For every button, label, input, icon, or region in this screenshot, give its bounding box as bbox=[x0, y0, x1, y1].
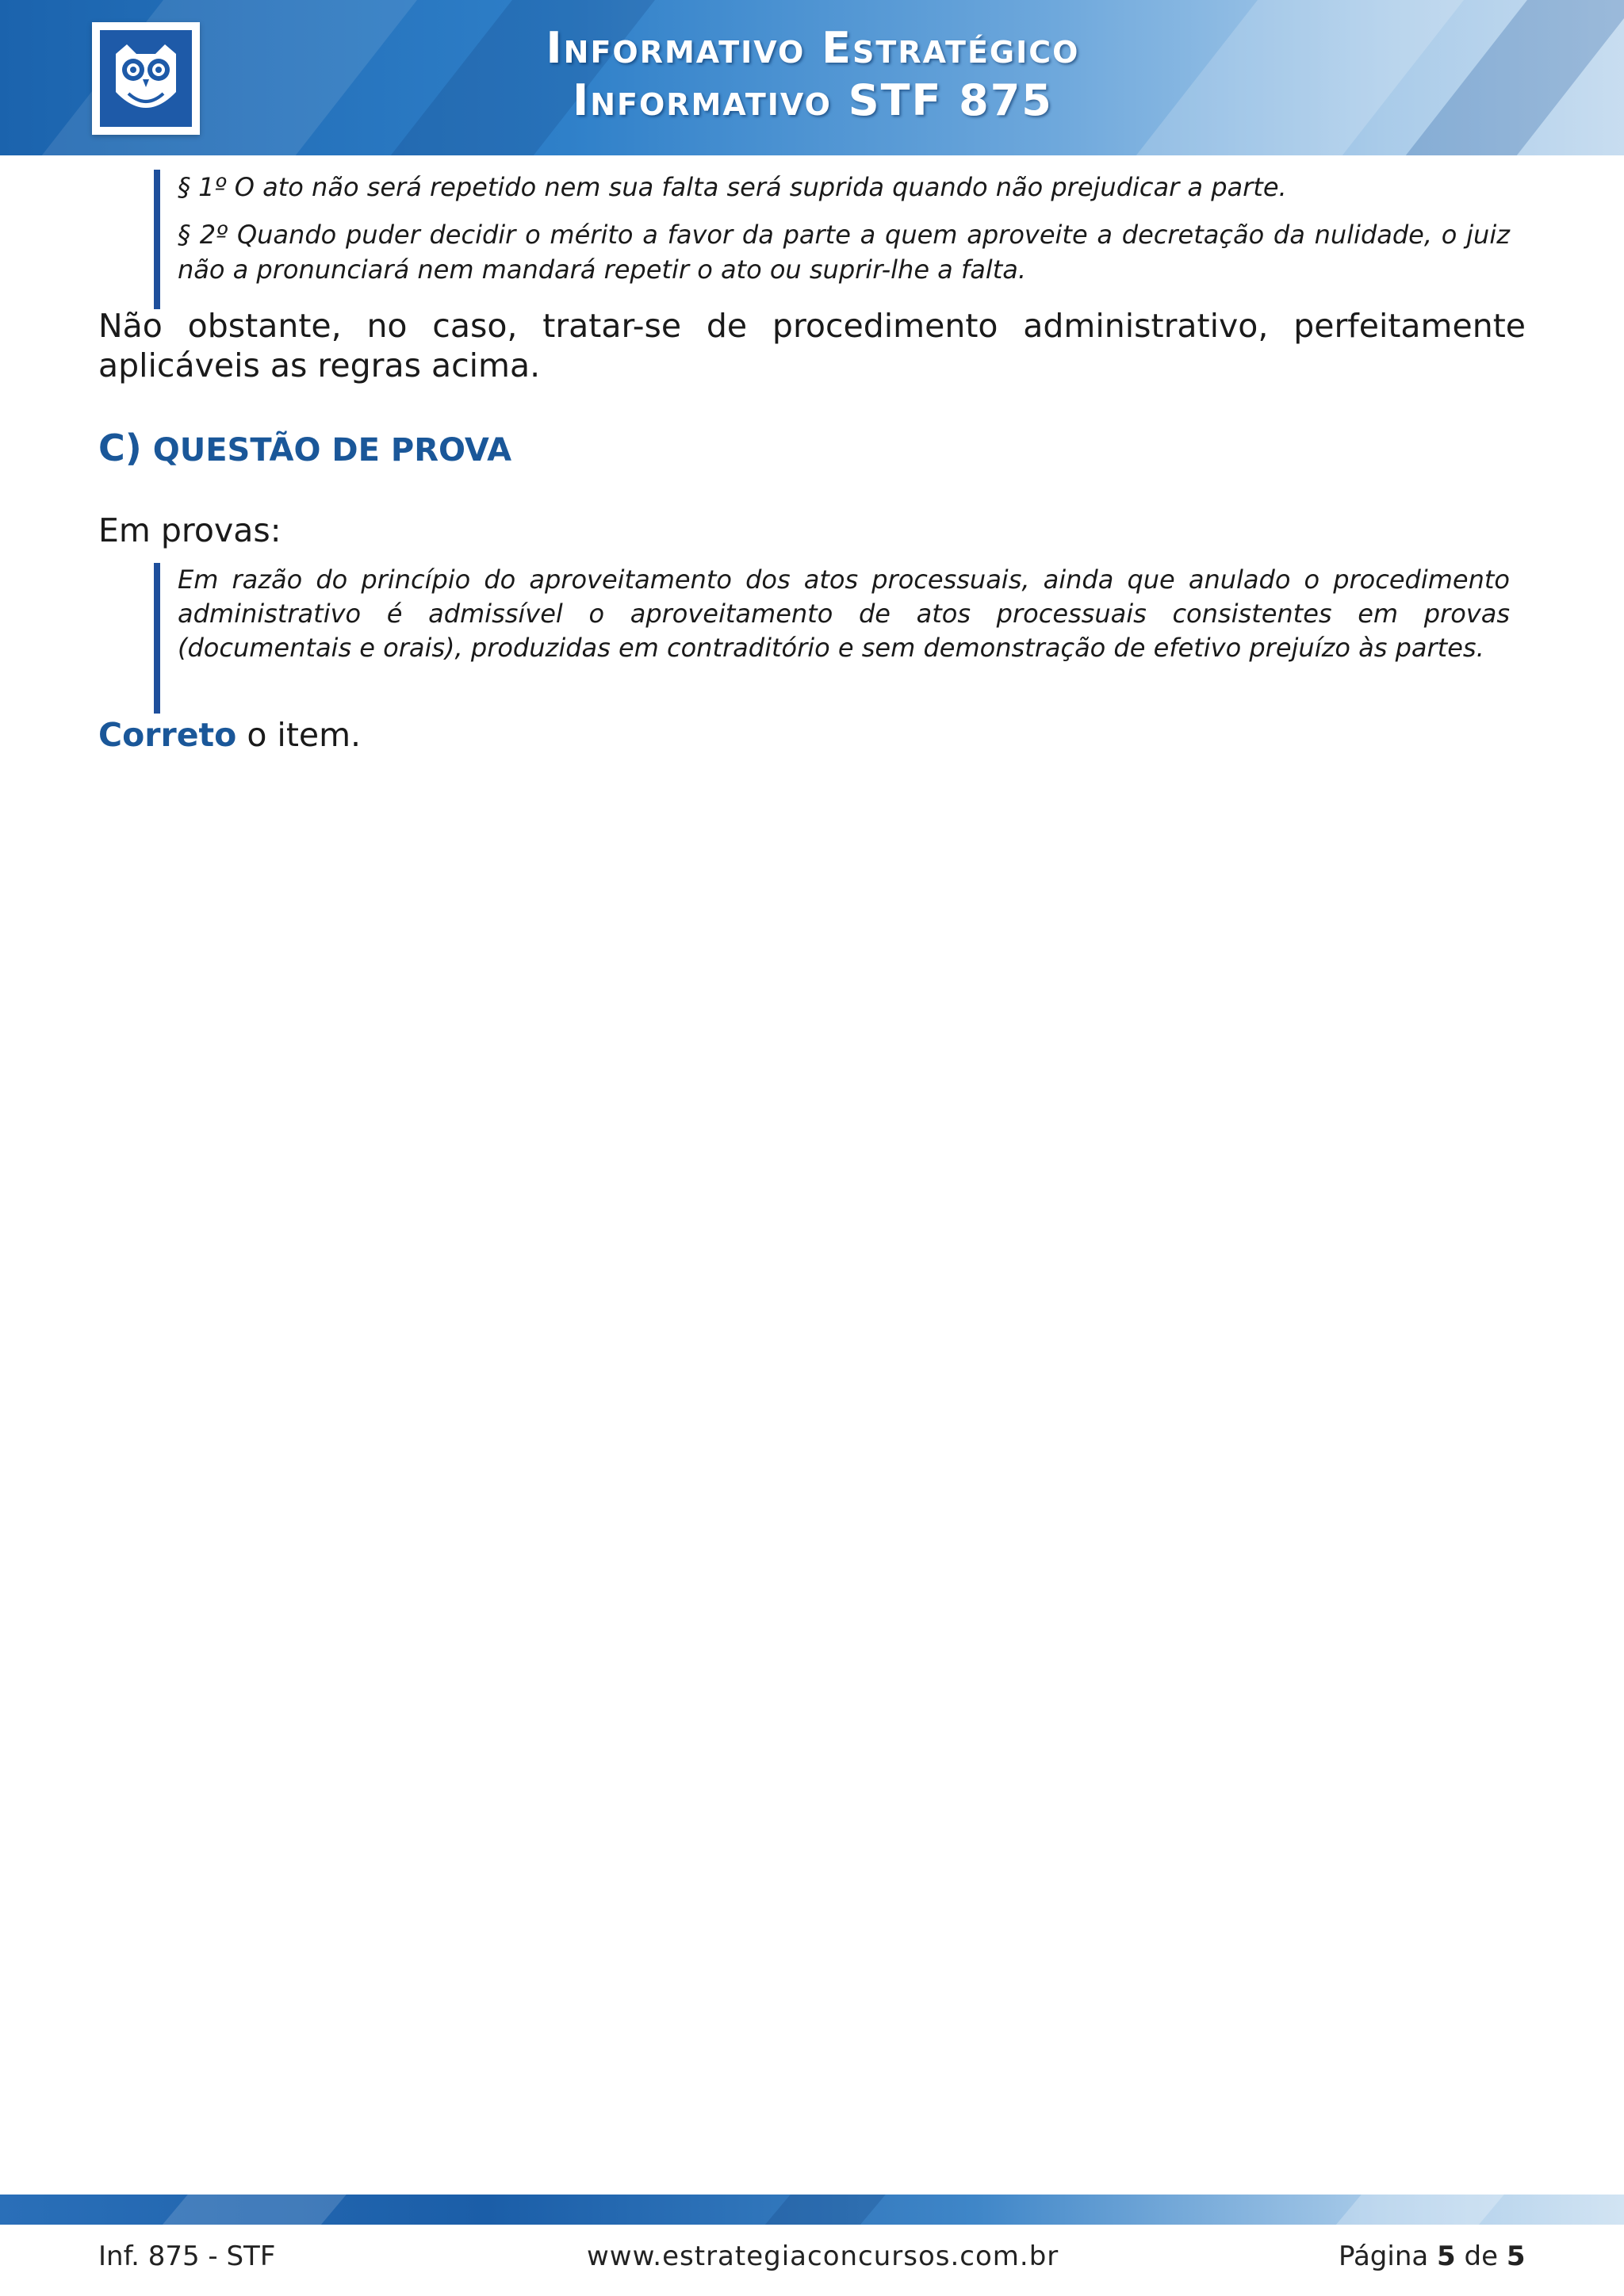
section-title-text: QUESTÃO DE PROVA bbox=[152, 432, 512, 469]
quote-block-exam bbox=[154, 563, 1510, 714]
section-heading bbox=[98, 427, 511, 469]
header-decoration bbox=[2, 0, 442, 155]
answer-highlight: Correto bbox=[98, 716, 237, 754]
footer-website-link[interactable]: www.estrategiaconcursos.com.br bbox=[587, 2241, 1059, 2272]
page-header bbox=[0, 0, 1624, 155]
answer-rest: o item. bbox=[236, 716, 362, 754]
title-line-1: Informativo Estratégico bbox=[546, 23, 1080, 73]
quote-paragraph: Em razão do princípio do aproveitamento dos atos processuais, ainda que anulado o procedimento administrativo é admissível o aproveitamento de atos processuais consistentes em provas (documentais e orais), produzidas em contraditório e sem demonstração de efetivo prejuízo às partes. bbox=[178, 564, 1510, 663]
section-letter: C) bbox=[98, 427, 142, 469]
title-line-2: Informativo STF 875 bbox=[573, 75, 1053, 125]
footer-page-number: Página 5 de 5 bbox=[1339, 2241, 1526, 2272]
logo bbox=[92, 22, 200, 135]
em-provas-label: Em provas: bbox=[98, 511, 282, 549]
quote-paragraph: § 1º O ato não será repetido nem sua falta será suprida quando não prejudicar a parte. bbox=[178, 172, 1287, 202]
footer-bar bbox=[0, 2195, 1624, 2225]
footer-doc-id: Inf. 875 - STF bbox=[98, 2241, 276, 2272]
footer-decoration bbox=[155, 2195, 353, 2225]
footer-decoration bbox=[757, 2195, 892, 2225]
footer-decoration bbox=[1328, 2195, 1511, 2225]
quote-block-legal bbox=[154, 170, 1510, 309]
owl-icon bbox=[100, 30, 192, 127]
header-title bbox=[381, 22, 1245, 127]
answer-line bbox=[98, 715, 1526, 755]
body-paragraph: Não obstante, no caso, tratar-se de procedimento administrativo, perfeitamente aplicáveis as regras acima. bbox=[98, 307, 1526, 385]
quote-paragraph: § 2º Quando puder decidir o mérito a favor da parte a quem aproveite a decretação da nulidade, o juiz não a pronunciará nem mandará repetir o ato ou suprir-lhe a falta. bbox=[178, 220, 1510, 285]
